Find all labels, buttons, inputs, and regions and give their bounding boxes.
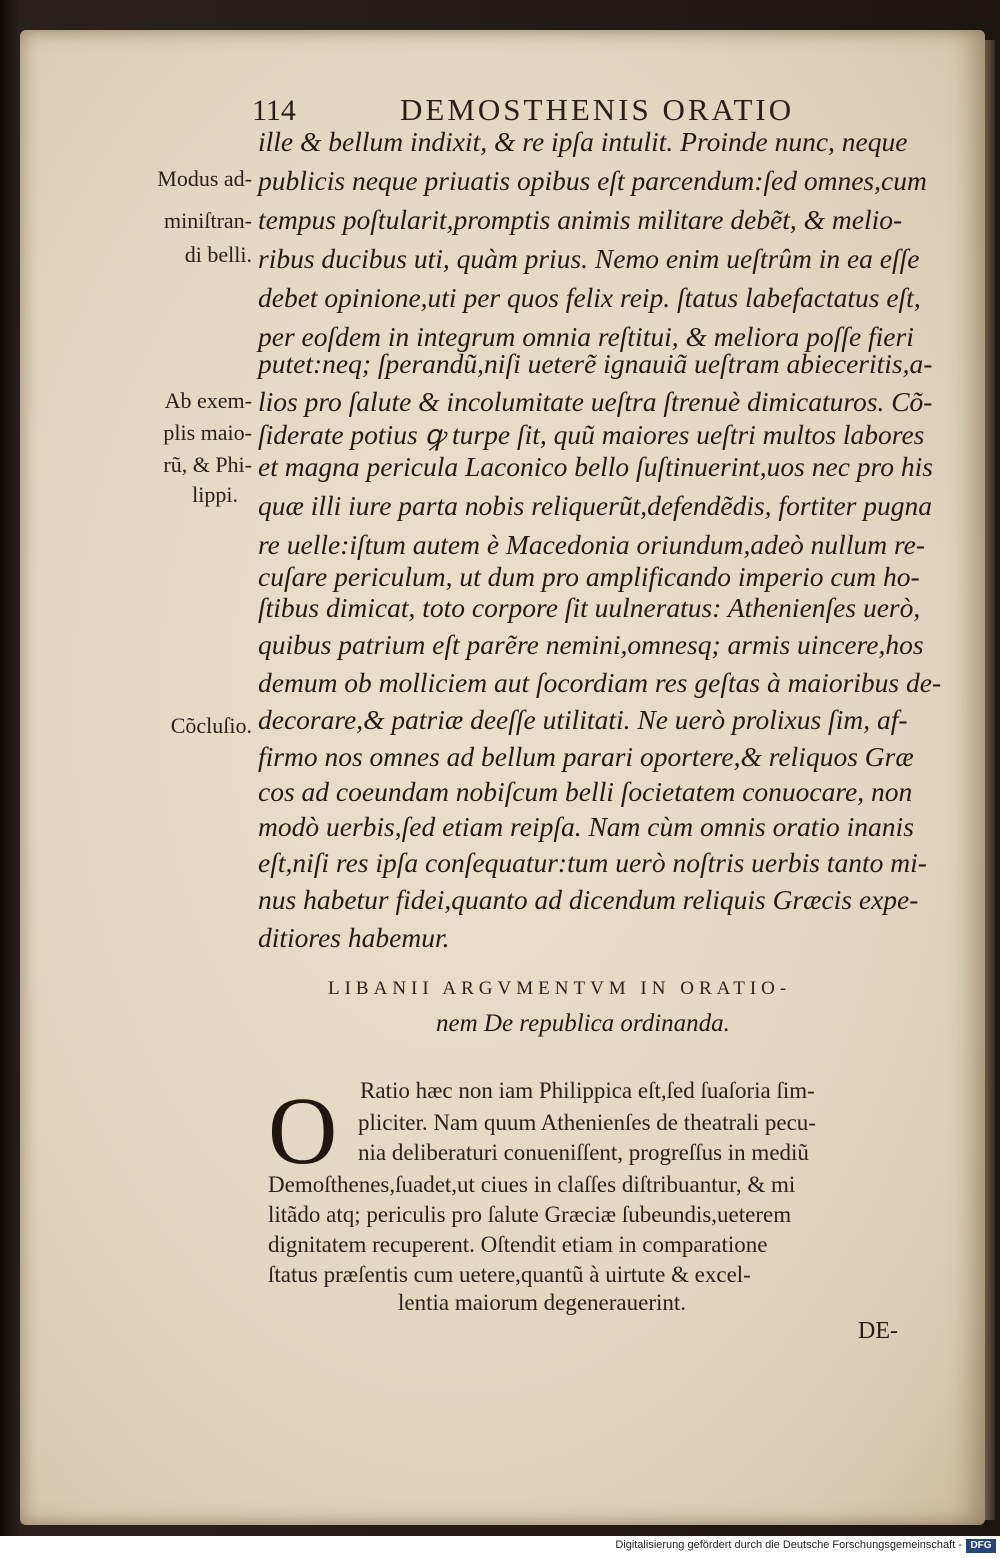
- argument-title: LIBANII ARGVMENTVM IN ORATIO-: [328, 978, 792, 999]
- dfg-logo-icon: DFG: [966, 1539, 996, 1553]
- body-line-11: quæ illi iure parta nobis reliquerũt,defendẽdis, fortiter pugna: [258, 490, 932, 521]
- footer-credit: Digitalisierung gefördert durch die Deutsche Forschungsgemeinschaft -: [615, 1539, 962, 1551]
- body-line-18: firmo nos omnes ad bellum parari oportere,& reliquos Græ: [258, 741, 914, 772]
- argument-subtitle: nem De republica ordinanda.: [436, 1010, 730, 1037]
- argument-line-8: lentia maiorum degenerauerint.: [398, 1290, 687, 1315]
- body-line-7: putet:neq; ſperandũ,niſi ueterẽ ignauiã ueſtram abieceritis,a-: [258, 348, 933, 379]
- running-title: DEMOSTHENIS ORATIO: [400, 92, 795, 127]
- argument-line-1: Ratio hæc non iam Philippica eſt,ſed ſuaſoria ſim-: [360, 1078, 815, 1103]
- body-line-8: lios pro ſalute & incolumitate ueſtra ſtrenuè dimicaturos. Cõ-: [258, 386, 933, 417]
- body-line-9: ſiderate potius ꝙ turpe ſit, quũ maiores ueſtri multos labores: [258, 419, 925, 450]
- body-line-3: tempus poſtularit,promptis animis militare debẽt, & melio-: [258, 204, 903, 235]
- body-line-17: decorare,& patriæ deeſſe utilitati. Ne uerò prolixus ſim, af-: [258, 704, 908, 735]
- body-line-2: publicis neque priuatis opibus eſt parcendum:ſed omnes,cum: [258, 165, 927, 196]
- argument-line-2: pliciter. Nam quum Athenienſes de theatrali pecu-: [358, 1110, 816, 1135]
- margin-note-exemplis-line2: plis maio-: [163, 420, 252, 445]
- catchword: DE-: [858, 1318, 898, 1344]
- body-line-22: nus habetur fidei,quanto ad dicendum reliquis Græcis expe-: [258, 884, 919, 915]
- body-line-14: ſtibus dimicat, toto corpore ſit uulneratus: Athenienſes uerò,: [258, 592, 921, 623]
- margin-note-modus-line3: di belli.: [184, 242, 252, 267]
- margin-note-exemplis-line1: Ab exem-: [164, 388, 252, 413]
- decorated-initial: O: [268, 1077, 338, 1184]
- body-line-10: et magna pericula Laconico bello ſuſtinuerint,uos nec pro his: [258, 451, 933, 482]
- body-line-5: debet opinione,uti per quos felix reip. ſtatus labefactatus eſt,: [258, 282, 921, 313]
- argument-line-7: ſtatus præſentis cum uetere,quantũ à uirtute & excel-: [268, 1262, 751, 1287]
- body-line-20: modò uerbis,ſed etiam reipſa. Nam cùm omnis oratio inanis: [258, 811, 914, 842]
- argument-line-6: dignitatem recuperent. Oſtendit etiam in comparatione: [268, 1232, 768, 1257]
- margin-note-modus-line1: Modus ad-: [157, 166, 252, 191]
- body-line-23: ditiores habemur.: [258, 922, 450, 953]
- book-edge: [985, 40, 995, 1520]
- body-line-16: demum ob molliciem aut ſocordiam res geſtas à maioribus de-: [258, 667, 942, 698]
- body-line-19: cos ad coeundam nobiſcum belli ſocietatem conuocare, non: [258, 776, 913, 807]
- margin-note-exemplis-line3: rũ, & Phi-: [163, 452, 252, 477]
- body-line-15: quibus patrium eſt parẽre nemini,omnesq; armis uincere,hos: [258, 629, 924, 660]
- body-line-12: re uelle:iſtum autem è Macedonia oriundum,adeò nullum re-: [258, 529, 925, 560]
- body-line-21: eſt,niſi res ipſa conſequatur:tum uerò noſtris uerbis tanto mi-: [258, 847, 927, 878]
- body-line-1: ille & bellum indixit, & re ipſa intulit. Proinde nunc, neque: [258, 126, 908, 157]
- argument-line-4: Demoſthenes,ſuadet,ut ciues in claſſes diſtribuantur, & mi: [268, 1172, 796, 1197]
- margin-note-exemplis-line4: lippi.: [192, 482, 238, 507]
- argument-line-5: litãdo atq; periculis pro ſalute Græciæ ſubeundis,ueterem: [268, 1202, 792, 1227]
- margin-note-conclusio: Cõcluſio.: [170, 713, 252, 738]
- footer-bar: [0, 1536, 1000, 1558]
- argument-line-3: nia deliberaturi conueniſſent, progreſſus in mediũ: [358, 1140, 809, 1165]
- page-number: 114: [252, 94, 296, 127]
- body-line-13: cuſare periculum, ut dum pro amplificando imperio cum ho-: [258, 561, 920, 592]
- body-line-6: per eoſdem in integrum omnia reſtitui, & meliora poſſe fieri: [258, 321, 914, 352]
- margin-note-modus-line2: miniſtran-: [164, 208, 252, 233]
- body-line-4: ribus ducibus uti, quàm prius. Nemo enim ueſtrûm in ea eſſe: [258, 243, 920, 274]
